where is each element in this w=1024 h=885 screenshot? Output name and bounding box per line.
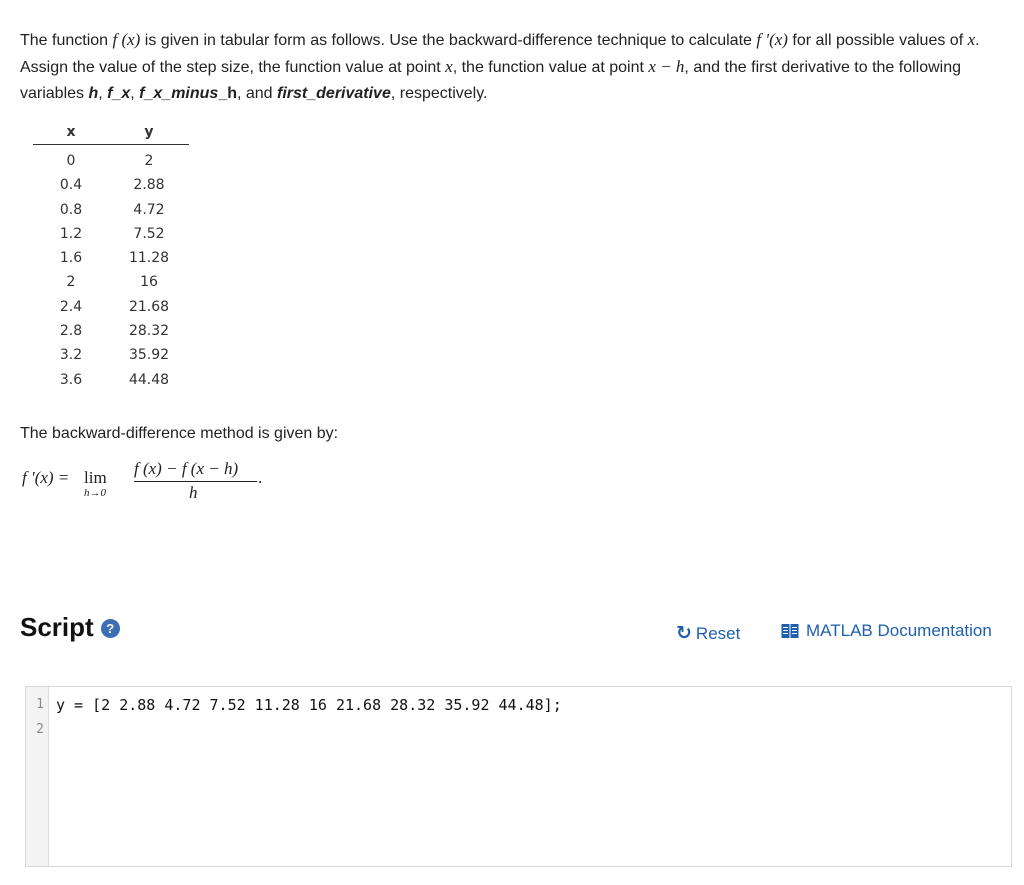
code-line[interactable]: y = [2 2.88 4.72 7.52 11.28 16 21.68 28.32 35.92 44.48]; [56, 696, 562, 714]
problem-text: is given in tabular form as follows. Use the backward-difference technique to calculate [140, 32, 757, 49]
table-cell-x: 0.8 [59, 201, 83, 218]
separator: , [98, 85, 108, 102]
reset-button[interactable] [676, 622, 740, 645]
table-cell-y: 21.68 [128, 298, 170, 315]
table-row [33, 222, 189, 246]
table-row [33, 343, 189, 367]
table-cell-y: 44.48 [128, 371, 170, 388]
table-header [33, 124, 189, 145]
table-cell-x: 3.6 [59, 371, 83, 388]
code-editor[interactable] [25, 686, 1012, 867]
formula-limit-subscript: h→0 [84, 487, 106, 499]
formula-numerator: f (x) − f (x − h) [134, 459, 239, 478]
table-cell-y: 11.28 [128, 250, 170, 267]
script-title-text: Script [20, 612, 94, 642]
variable-f-x-minus-h: f_x_minus [139, 85, 219, 102]
math-x: x [445, 57, 453, 76]
table-row [33, 246, 189, 270]
line-number: 2 [36, 722, 44, 737]
table-cell-x: 1.6 [59, 250, 83, 267]
formula-lim: lim [84, 468, 107, 487]
problem-text: , respectively. [390, 85, 488, 102]
table-cell-y: 2.88 [133, 177, 165, 194]
help-icon[interactable]: ? [101, 619, 120, 638]
table-cell-y: 7.52 [133, 225, 165, 242]
table-cell-y: 16 [140, 274, 158, 291]
formula-denominator: h [189, 483, 198, 502]
problem-statement [20, 27, 980, 107]
line-number-gutter [26, 687, 49, 866]
table-cell-y: 4.72 [133, 201, 165, 218]
table-row [33, 149, 189, 173]
problem-text: . Assign the value of the step size, the function value at point [20, 32, 980, 76]
separator: , and [236, 85, 278, 102]
table-cell-x: 1.2 [59, 225, 83, 242]
variable-f-x: f_x [107, 85, 131, 102]
table-cell-x: 0.4 [59, 177, 83, 194]
table-cell-y: 35.92 [128, 347, 170, 364]
table-cell-x: 2 [66, 274, 76, 291]
separator: , [130, 85, 140, 102]
data-table [33, 124, 189, 392]
backward-difference-formula [22, 456, 282, 506]
book-icon [781, 623, 799, 639]
table-cell-x: 2.4 [59, 298, 83, 315]
column-header-x: x [66, 124, 76, 140]
variable-first-derivative: first_derivative [277, 85, 391, 102]
table-row [33, 270, 189, 294]
problem-text: , the function value at point [452, 59, 649, 76]
math-fx: f (x) [112, 30, 141, 49]
table-cell-y: 28.32 [128, 323, 170, 340]
table-row [33, 319, 189, 343]
formula-fraction-bar [134, 481, 257, 482]
math-x: x [967, 30, 976, 49]
table-cell-x: 2.8 [59, 323, 83, 340]
reset-label: Reset [695, 623, 741, 643]
table-cell-x: 0 [66, 153, 76, 169]
math-x-minus-h: x − h [648, 57, 685, 76]
variable-h: h [88, 85, 99, 102]
script-title [20, 612, 120, 643]
table-row [33, 295, 189, 319]
matlab-documentation-link[interactable] [781, 621, 992, 641]
table-cell-x: 3.2 [59, 347, 83, 364]
line-number: 1 [36, 697, 44, 712]
variable-f-x-minus-h-suffix: _h [218, 85, 237, 102]
table-body [33, 145, 189, 392]
column-header-y: y [144, 124, 154, 140]
documentation-label: MATLAB Documentation [806, 621, 992, 640]
table-row [33, 173, 189, 197]
table-cell-y: 2 [144, 153, 154, 169]
math-fprime: f ′(x) [756, 30, 788, 49]
problem-text: The function [20, 32, 113, 49]
reset-icon: ↻ [676, 623, 692, 644]
table-row [33, 368, 189, 392]
formula-period: . [258, 468, 263, 487]
method-description: The backward-difference method is given by: [20, 425, 339, 442]
problem-text: , and the first derivative to the following variables [20, 59, 962, 102]
problem-text: for all possible values of [787, 32, 968, 49]
table-row [33, 198, 189, 222]
formula-lhs: f ′(x) = [22, 468, 70, 487]
